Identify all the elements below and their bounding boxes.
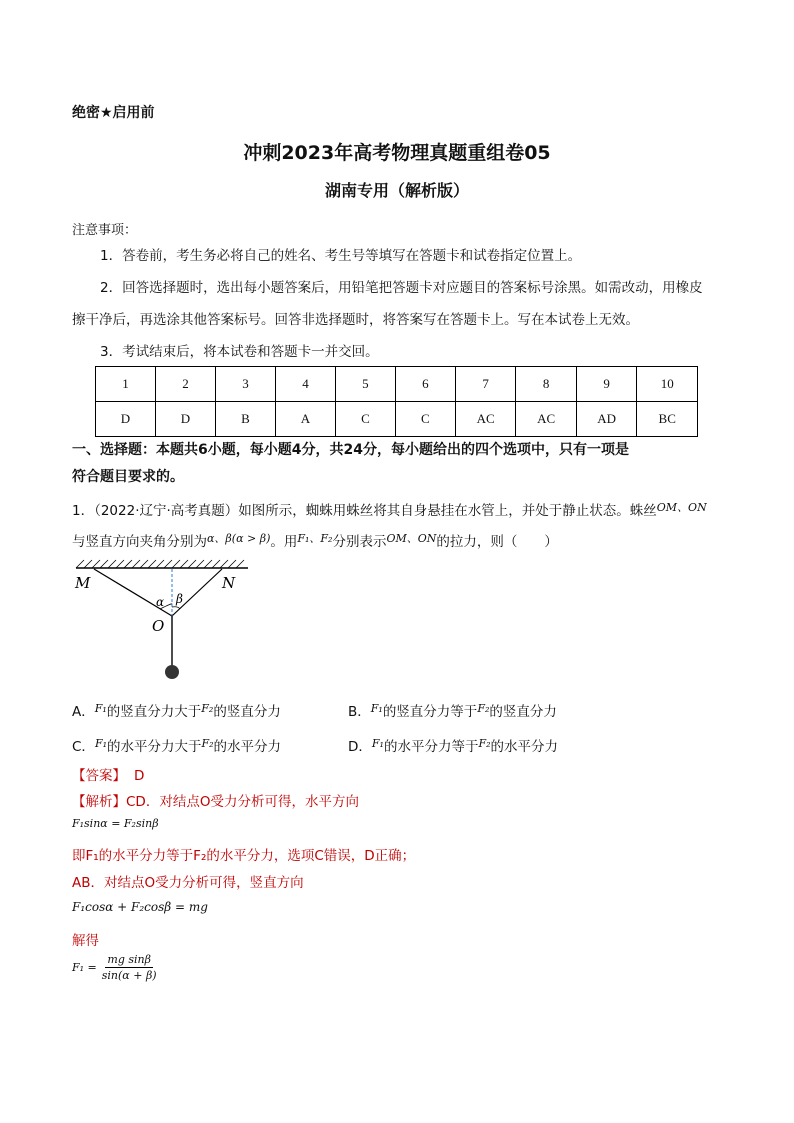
math-f1: F₁: [94, 702, 107, 715]
answer-cell: AD: [576, 402, 637, 437]
notice-heading: 注意事项：: [72, 223, 138, 238]
question-number-cell: 10: [637, 367, 698, 402]
question-1-stem-line-1: [72, 499, 707, 519]
answer-cell: AC: [455, 402, 516, 437]
math-forces: F₁、F₂: [297, 532, 333, 545]
fraction: [100, 953, 159, 982]
math-om-on: OM、ON: [656, 501, 707, 514]
analysis-line-3: AB．对结点O受力分析可得，竖直方向: [72, 875, 304, 891]
question-1-stem-line-2: [72, 530, 558, 550]
answer-cell: A: [275, 402, 335, 437]
question-number-cell: 4: [275, 367, 335, 402]
confidential-mark: 绝密★启用前: [72, 105, 155, 121]
question-number-cell: 5: [335, 367, 395, 402]
stem-text: 1．（2022·辽宁·高考真题）如图所示，蜘蛛用蛛丝将其自身悬挂在水管上，并处于静止状态。蛛丝: [72, 503, 657, 519]
answer-table-number-row: [96, 367, 698, 402]
answer-line: [72, 764, 144, 784]
math-f1: F₁: [94, 737, 107, 750]
notice-item-1: 1．答卷前，考生务必将自己的姓名、考生号等填写在答题卡和试卷指定位置上。: [100, 248, 582, 264]
math-f2: F₂: [201, 737, 214, 750]
option-text: 的水平分力: [213, 739, 282, 755]
math-f2: F₂: [477, 702, 490, 715]
option-d: [348, 735, 558, 755]
math-f2: F₂: [478, 737, 491, 750]
spider-hanging-figure: [72, 558, 262, 684]
math-f1: F₁: [371, 737, 384, 750]
option-letter: B．: [348, 704, 371, 720]
question-number-cell: 1: [96, 367, 156, 402]
option-letter: D．: [348, 739, 372, 755]
label-beta: β: [176, 592, 183, 606]
answer-cell: D: [156, 402, 216, 437]
answer-cell: C: [335, 402, 395, 437]
option-b: [348, 700, 557, 720]
fraction-numerator: mg sinβ: [107, 953, 151, 966]
stem-text: 与竖直方向夹角分别为: [72, 534, 207, 550]
ceiling-hatching: [76, 560, 248, 568]
math-om-on: OM、ON: [386, 532, 437, 545]
beta-arc: [172, 607, 180, 609]
answer-table: [95, 366, 698, 437]
option-text: 的竖直分力: [213, 704, 281, 720]
option-a: [72, 700, 281, 720]
fraction-denominator: sin(α + β): [101, 969, 157, 982]
answer-table-answer-row: [96, 402, 698, 437]
question-number-cell: 8: [516, 367, 577, 402]
answer-value: D: [134, 768, 145, 784]
option-text: 的竖直分力大于: [106, 704, 202, 720]
question-number-cell: 6: [395, 367, 455, 402]
stem-text: 的拉力，则（ ）: [436, 534, 558, 550]
stem-text: 。用: [270, 534, 298, 550]
option-text: 的竖直分力: [489, 704, 557, 720]
section-heading-line-1: 一、选择题：本题共6小题，每小题4分，共24分，每小题给出的四个选项中，只有一项是: [72, 442, 629, 458]
analysis-tag: 【解析】: [72, 794, 126, 810]
equation-horizontal: F₁sinα = F₂sinβ: [72, 817, 159, 830]
question-number-cell: 9: [576, 367, 637, 402]
question-number-cell: 2: [156, 367, 216, 402]
label-o: O: [152, 617, 165, 635]
answer-tag: 【答案】: [72, 768, 126, 784]
question-number-cell: 3: [216, 367, 276, 402]
stem-text: 分别表示: [332, 534, 387, 550]
option-text: 的水平分力等于: [383, 739, 479, 755]
notice-item-2-line-2: 擦干净后，再选涂其他答案标号。回答非选择题时，将答案写在答题卡上。写在本试卷上无效。: [72, 312, 639, 328]
option-text: 的水平分力大于: [106, 739, 202, 755]
page-title: 冲刺2023年高考物理真题重组卷05: [243, 142, 551, 164]
notice-item-3: 3．考试结束后，将本试卷和答题卡一并交回。: [100, 344, 379, 360]
question-number-cell: 7: [455, 367, 516, 402]
spider-ball: [165, 665, 179, 679]
answer-cell: B: [216, 402, 276, 437]
answer-cell: D: [96, 402, 156, 437]
option-c: [72, 735, 281, 755]
label-m: M: [75, 574, 91, 592]
option-text: 的水平分力: [490, 739, 558, 755]
result-equation: [72, 953, 159, 982]
solve-label: 解得: [72, 933, 99, 949]
answer-cell: BC: [637, 402, 698, 437]
answer-cell: AC: [516, 402, 577, 437]
notice-item-2-line-1: 2．回答选择题时，选出每小题答案后，用铅笔把答题卡对应题目的答案标号涂黑。如需改动，用橡皮: [100, 280, 703, 296]
math-f2: F₂: [201, 702, 214, 715]
equation-vertical: F₁cosα + F₂cosβ = mg: [72, 900, 208, 914]
analysis-line-2: 即F₁的水平分力等于F₂的水平分力，选项C错误，D正确；: [72, 848, 416, 864]
answer-cell: C: [395, 402, 455, 437]
analysis-text: CD．对结点O受力分析可得，水平方向: [126, 794, 359, 810]
label-alpha: α: [156, 595, 165, 609]
analysis-line-1: [72, 790, 359, 810]
option-text: 的竖直分力等于: [382, 704, 478, 720]
section-heading-line-2: 符合题目要求的。: [72, 469, 184, 485]
fraction-lhs: F₁ =: [72, 961, 97, 974]
math-angles: α、β(α > β): [207, 532, 271, 545]
page-subtitle: 湖南专用（解析版）: [324, 181, 469, 200]
label-n: N: [222, 574, 236, 592]
option-letter: A．: [72, 704, 95, 720]
option-letter: C．: [72, 739, 95, 755]
math-f1: F₁: [370, 702, 383, 715]
